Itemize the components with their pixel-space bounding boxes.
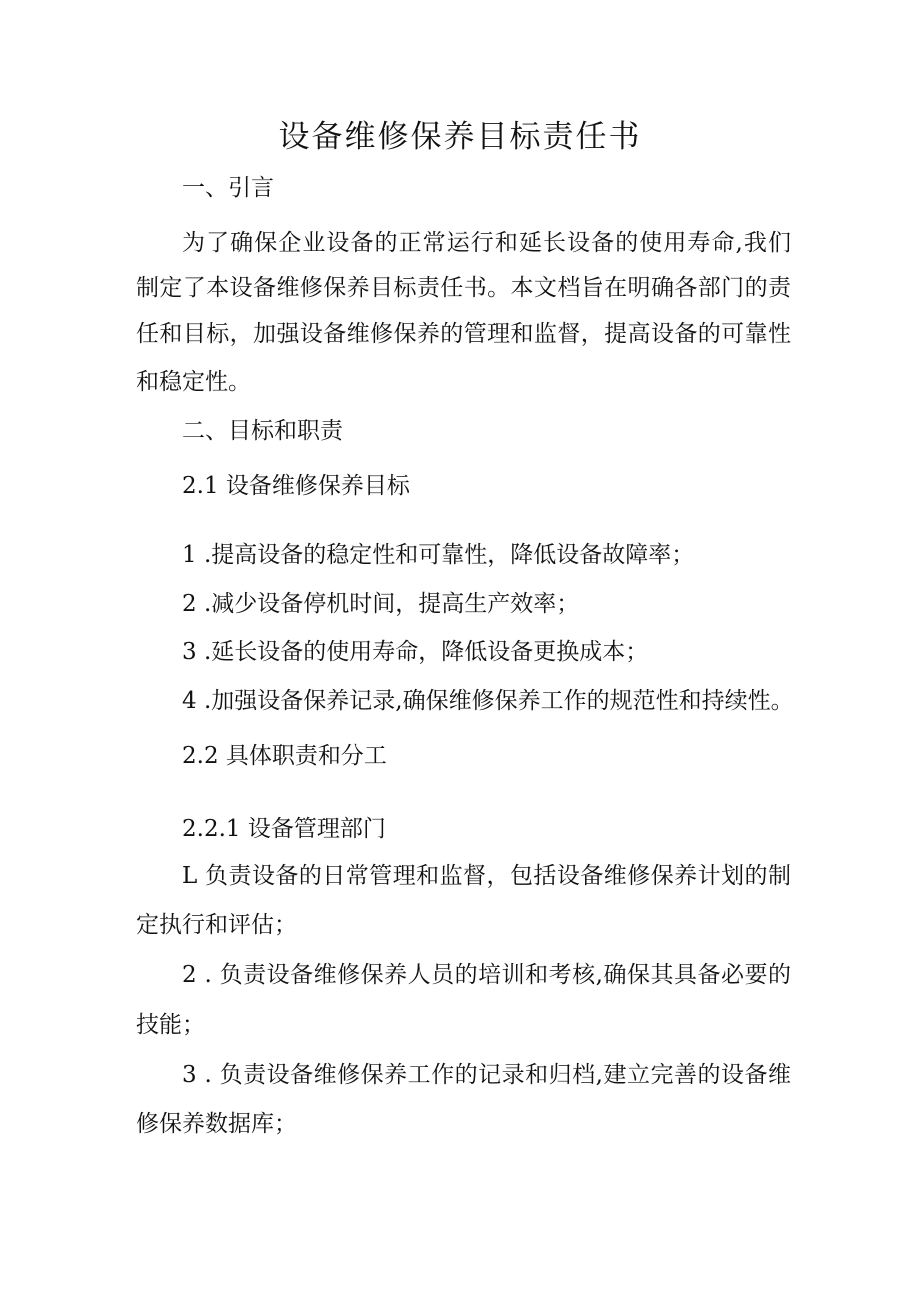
subsection-heading-duties-division: 2.2 具体职责和分工 bbox=[182, 743, 387, 769]
goal-list-item: 3 .延长设备的使用寿命，降低设备更换成本； bbox=[182, 639, 649, 665]
goal-list-item: 4 .加强设备保养记录,确保维修保养工作的规范性和持续性。 bbox=[182, 688, 794, 714]
section-heading-goals-and-duties: 二、目标和职责 bbox=[182, 418, 343, 444]
duty-list-item-continuation: 技能； bbox=[136, 1012, 205, 1038]
duty-list-item-continuation: 修保养数据库； bbox=[136, 1111, 297, 1137]
intro-paragraph-line: 为了确保企业设备的正常运行和延长设备的使用寿命,我们 bbox=[182, 230, 791, 256]
intro-paragraph-line: 任和目标，加强设备维修保养的管理和监督，提高设备的可靠性 bbox=[136, 321, 791, 347]
goal-list-item: 2 .减少设备停机时间，提高生产效率； bbox=[182, 591, 580, 617]
intro-paragraph-line: 制定了本设备维修保养目标责任书。本文档旨在明确各部门的责 bbox=[136, 275, 791, 301]
duty-list-item: 3 . 负责设备维修保养工作的记录和归档,建立完善的设备维 bbox=[182, 1062, 791, 1088]
document-title: 设备维修保养目标责任书 bbox=[278, 119, 642, 155]
goal-list-item: 1 .提高设备的稳定性和可靠性，降低设备故障率； bbox=[182, 542, 695, 568]
intro-paragraph-line: 和稳定性。 bbox=[136, 369, 251, 395]
duty-list-item: L 负责设备的日常管理和监督，包括设备维修保养计划的制 bbox=[182, 863, 791, 889]
subsection-heading-maintenance-goals: 2.1 设备维修保养目标 bbox=[182, 473, 410, 499]
duty-list-item: 2 . 负责设备维修保养人员的培训和考核,确保其具备必要的 bbox=[182, 962, 791, 988]
subsection-heading-equipment-management-dept: 2.2.1 设备管理部门 bbox=[182, 816, 386, 842]
duty-list-item-continuation: 定执行和评估； bbox=[136, 912, 297, 938]
section-heading-introduction: 一、引言 bbox=[182, 175, 274, 201]
